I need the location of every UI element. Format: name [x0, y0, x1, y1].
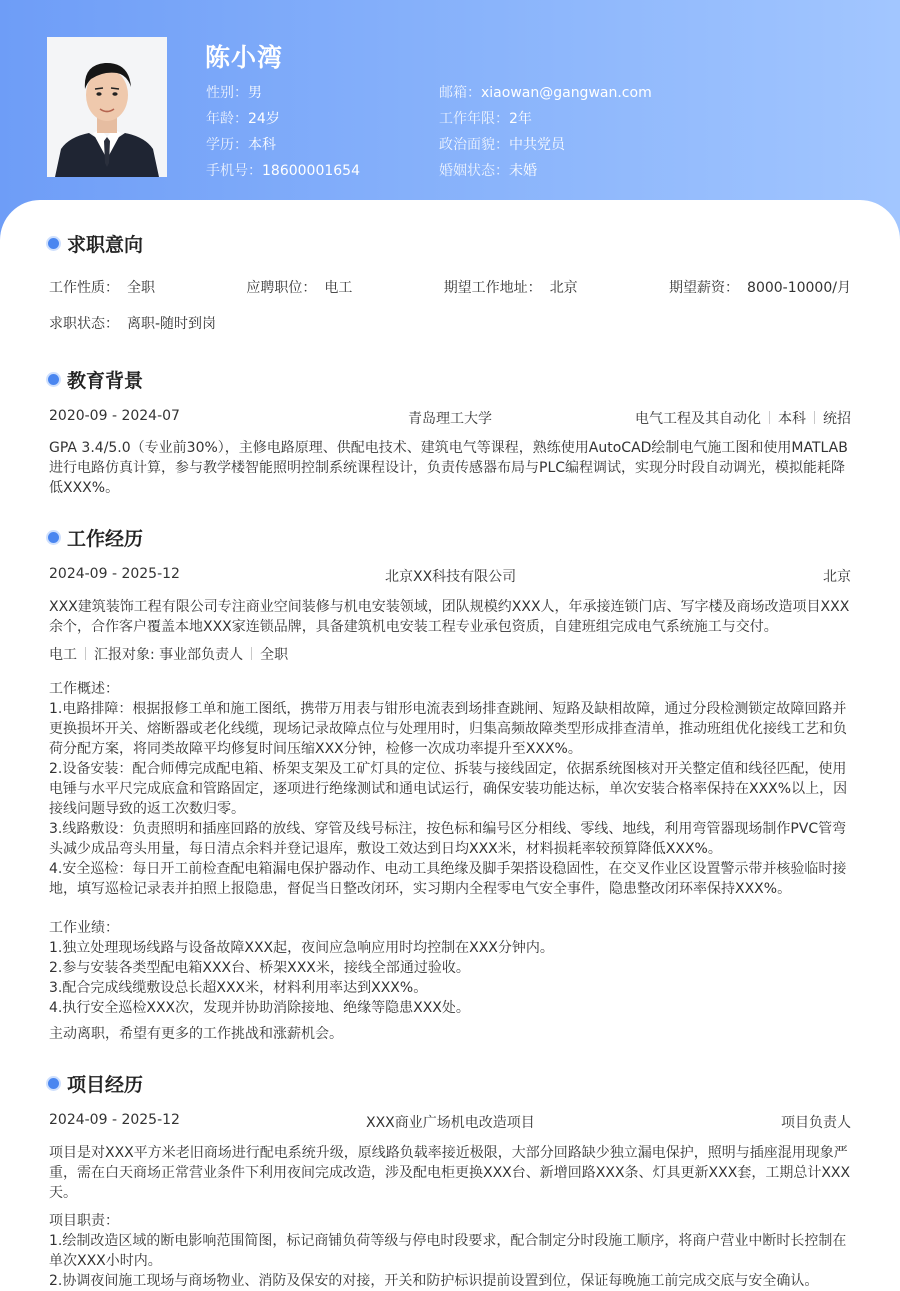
info-years	[439, 106, 532, 132]
project-period: 2024-09 - 2025-12	[49, 1112, 180, 1128]
work-tag-role: 电工	[49, 647, 77, 663]
intent-type-label: 工作性质：	[49, 280, 119, 296]
project-duty-item: 2.协调夜间施工现场与商场物业、消防及保安的对接，开关和防护标识提前设置到位，保证每晚施工前完成交底与安全确认。	[49, 1273, 819, 1289]
education-title: 教育背景	[67, 370, 144, 392]
work-title: 工作经历	[67, 528, 144, 550]
project-duties	[49, 1211, 851, 1291]
work-overview-item: 4.安全巡检：每日开工前检查配电箱漏电保护器动作、电动工具绝缘及脚手架搭设稳固性，在交叉作业区设置警示带并核验临时接地，填写巡检记录表并拍照上报隐患，督促当日整改闭环，实习期内全程零电气安全事件，隐患整改闭环率保持XXX%。	[49, 861, 847, 897]
divider	[251, 647, 252, 660]
work-leave-reason: 主动离职，希望有更多的工作挑战和涨薪机会。	[49, 1026, 343, 1042]
intent-status	[49, 313, 851, 333]
project-duty-item: 1.绘制改造区域的断电影响范围简图，标记商铺负荷等级与停电时段要求，配合制定分时段施工顺序，将商户营业中断时长控制在单次XXX小时内。	[49, 1233, 847, 1269]
work-overview-item: 2.设备安装：配合师傅完成配电箱、桥架支架及工矿灯具的定位、拆装与接线固定，依据系统图核对开关整定值和线径匹配，使用电锤与水平尺完成底盒和管路固定，逐项进行绝缘测试和通电试运行，确保安装功能达标，单次安装合格率保持在XXX%以上，因接线问题导致的返工次数归零。	[49, 761, 848, 817]
info-education	[206, 132, 276, 158]
info-politics	[439, 132, 565, 158]
years-label: 工作年限：	[439, 111, 509, 127]
work-achievements-title: 工作业绩：	[49, 920, 119, 936]
education-period: 2020-09 - 2024-07	[49, 408, 180, 424]
portrait-image	[47, 37, 167, 177]
achievement-item: 1.独立处理现场线路与设备故障XXX起，夜间应急响应用时均控制在XXX分钟内。	[49, 940, 554, 956]
divider	[85, 647, 86, 660]
intent-status-label: 求职状态：	[49, 316, 119, 332]
education-degree: 本科	[778, 411, 806, 427]
intent-type	[49, 277, 155, 297]
work-company: 北京XX科技有限公司	[385, 569, 517, 585]
marriage-value: 未婚	[509, 163, 537, 179]
work-company-intro: XXX建筑装饰工程有限公司专注商业空间装修与机电安装领域，团队规模约XXX人，年承接连锁门店、写字楼及商场改造项目XXX余个，合作客户覆盖本地XXX家连锁品牌，具备建筑机电安装工程专业承包资质，自建班组完成电气系统施工与交付。	[49, 599, 850, 635]
work-tag-report: 汇报对象: 事业部负责人	[94, 647, 244, 663]
intent-position-value: 电工	[324, 280, 353, 296]
intent-salary-value: 8000-10000/月	[747, 280, 851, 296]
intent-position	[246, 277, 352, 297]
education-header	[49, 408, 851, 428]
education-major: 电气工程及其自动化	[635, 411, 761, 427]
work-period: 2024-09 - 2025-12	[49, 566, 180, 582]
intent-title: 求职意向	[67, 234, 144, 256]
section-title-education	[48, 366, 143, 393]
politics-value: 中共党员	[509, 137, 565, 153]
intent-location-label: 期望工作地址：	[443, 280, 542, 296]
achievement-item: 4.执行安全巡检XXX次，发现并协助消除接地、绝缘等隐患XXX处。	[49, 1000, 470, 1016]
info-phone	[206, 158, 360, 184]
project-header	[49, 1112, 851, 1132]
divider	[814, 411, 815, 424]
work-overview-item: 1.电路排障：根据报修工单和施工图纸，携带万用表与钳形电流表到场排查跳闸、短路及缺相故障，通过分段检测锁定故障回路并更换损坏开关、熔断器或老化线缆，现场记录故障点位与处理用时，归集高频故障类型形成排查清单，推动班组优化接线工艺和负荷分配方案，将同类故障平均修复时间压缩XXX分钟，检修一次成功率提升至XXX%。	[49, 701, 847, 757]
info-age	[206, 106, 280, 132]
profile-photo	[47, 37, 167, 177]
section-bullet-icon	[48, 1078, 59, 1089]
gender-value: 男	[248, 85, 262, 101]
intent-position-label: 应聘职位：	[246, 280, 317, 296]
politics-label: 政治面貌：	[439, 137, 509, 153]
education-description: GPA 3.4/5.0（专业前30%），主修电路原理、供配电技术、建筑电气等课程，熟练使用AutoCAD绘制电气施工图和使用MATLAB进行电路仿真计算，参与教学楼智能照明控制系统课程设计，负责传感器布局与PLC编程调试，实现分时段自动调光，模拟能耗降低XXX%。	[49, 440, 848, 496]
age-label: 年龄：	[206, 111, 248, 127]
education-school: 青岛理工大学	[408, 411, 492, 427]
work-overview	[49, 679, 851, 899]
achievement-item: 2.参与安装各类型配电箱XXX台、桥架XXX米，接线全部通过验收。	[49, 960, 470, 976]
email-label: 邮箱：	[439, 85, 481, 101]
work-header	[49, 566, 851, 586]
marriage-label: 婚姻状态：	[439, 163, 509, 179]
project-name: XXX商业广场机电改造项目	[366, 1115, 535, 1131]
intent-type-value: 全职	[127, 280, 155, 296]
intent-location-value: 北京	[549, 280, 578, 296]
section-title-intent	[48, 230, 143, 257]
candidate-name: 陈小湾	[205, 43, 284, 72]
edu-label: 学历：	[206, 137, 248, 153]
education-meta	[635, 408, 851, 428]
project-title: 项目经历	[67, 1074, 144, 1096]
work-achievements	[49, 918, 851, 1018]
section-bullet-icon	[48, 238, 59, 249]
work-overview-title: 工作概述：	[49, 681, 119, 697]
section-title-work	[48, 524, 143, 551]
achievement-item: 3.配合完成线缆敷设总长超XXX米，材料利用率达到XXX%。	[49, 980, 428, 996]
work-tags	[49, 644, 851, 664]
edu-value: 本科	[248, 137, 276, 153]
phone-value[interactable]: 18600001654	[262, 163, 360, 179]
work-overview-item: 3.线路敷设：负责照明和插座回路的放线、穿管及线号标注，按色标和编号区分相线、零线、地线，利用弯管器现场制作PVC管弯头减少成品弯头用量，每日清点余料并登记退库，敷设工效达到日均XXX米，材料损耗率较预算降低XXX%。	[49, 821, 847, 857]
info-email	[439, 80, 652, 106]
info-gender	[206, 80, 262, 106]
intent-salary-label: 期望薪资：	[669, 280, 740, 296]
age-value: 24岁	[248, 111, 280, 127]
work-tag-type: 全职	[260, 647, 289, 663]
info-marriage	[439, 158, 537, 184]
intent-row	[49, 277, 851, 297]
intent-salary	[669, 277, 851, 297]
project-role: 项目负责人	[781, 1115, 851, 1131]
divider	[769, 411, 770, 424]
intent-location	[444, 277, 578, 297]
project-description: 项目是对XXX平方米老旧商场进行配电系统升级，原线路负载率接近极限，大部分回路缺少独立漏电保护，照明与插座混用现象严重，需在白天商场正常营业条件下利用夜间完成改造，涉及配电柜更换XXX台、新增回路XXX条、灯具更新XXX套，工期总计XXX天。	[49, 1145, 851, 1201]
phone-label: 手机号：	[206, 163, 262, 179]
email-value[interactable]: xiaowan@gangwan.com	[481, 85, 652, 101]
gender-label: 性别：	[206, 85, 248, 101]
intent-status-value: 离职-随时到岗	[127, 316, 217, 332]
project-duties-title: 项目职责：	[49, 1213, 119, 1229]
work-city: 北京	[823, 569, 851, 585]
years-value: 2年	[509, 111, 532, 127]
section-bullet-icon	[48, 374, 59, 385]
section-title-project	[48, 1070, 143, 1097]
section-bullet-icon	[48, 532, 59, 543]
education-mode: 统招	[823, 411, 851, 427]
